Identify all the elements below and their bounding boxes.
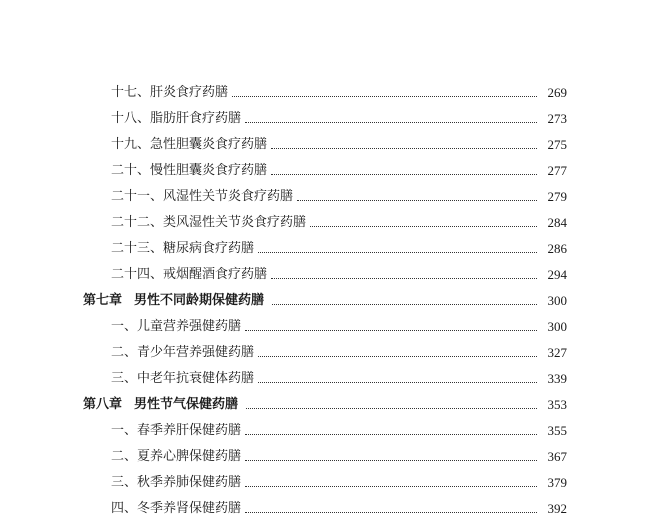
toc-entry-title: 四、冬季养肾保健药膳 bbox=[111, 501, 242, 516]
toc-entry-title: 二、夏养心脾保健药膳 bbox=[111, 449, 242, 464]
toc-entry-title: 二十一、风湿性关节炎食疗药膳 bbox=[111, 189, 294, 204]
toc-chapter-title bbox=[83, 392, 246, 418]
dot-leader bbox=[245, 485, 537, 487]
dot-leader bbox=[245, 121, 537, 123]
toc-page-number: 294 bbox=[547, 267, 567, 282]
toc-page-number: 327 bbox=[547, 345, 567, 360]
toc-page-number: 279 bbox=[547, 189, 567, 204]
toc-entry bbox=[111, 314, 567, 340]
toc-page-number: 269 bbox=[547, 85, 567, 100]
dot-leader bbox=[258, 381, 537, 383]
toc-entry-title: 二十二、类风湿性关节炎食疗药膳 bbox=[111, 215, 307, 230]
toc-entry-title: 十九、急性胆囊炎食疗药膳 bbox=[111, 137, 268, 152]
toc-entry-title: 一、儿童营养强健药膳 bbox=[111, 319, 242, 334]
toc-chapter bbox=[83, 392, 567, 418]
dot-leader bbox=[245, 433, 537, 435]
toc-entry bbox=[111, 340, 567, 366]
toc-chapter-title bbox=[83, 288, 272, 314]
toc-entry bbox=[111, 418, 567, 444]
toc-entry bbox=[111, 366, 567, 392]
dot-leader bbox=[271, 147, 537, 149]
toc-entry-title: 二十四、戒烟醒酒食疗药膳 bbox=[111, 267, 268, 282]
toc-page-number: 339 bbox=[547, 371, 567, 386]
toc-entry bbox=[111, 184, 567, 210]
toc-entry-title: 二、青少年营养强健药膳 bbox=[111, 345, 255, 360]
toc-entry bbox=[111, 236, 567, 262]
toc-entry-title: 三、秋季养肺保健药膳 bbox=[111, 475, 242, 490]
toc-page-number: 355 bbox=[547, 423, 567, 438]
toc-entry-title: 十八、脂肪肝食疗药膳 bbox=[111, 111, 242, 126]
toc-page-number: 392 bbox=[547, 501, 567, 516]
dot-leader bbox=[297, 199, 537, 201]
toc-page-number: 275 bbox=[547, 137, 567, 152]
toc-entry-title: 三、中老年抗衰健体药膳 bbox=[111, 371, 255, 386]
chapter-number: 第八章 bbox=[83, 397, 123, 412]
toc-page-number: 277 bbox=[547, 163, 567, 178]
toc-entry-title: 二十三、糖尿病食疗药膳 bbox=[111, 241, 255, 256]
toc-page-number: 379 bbox=[547, 475, 567, 490]
toc-entry bbox=[111, 444, 567, 470]
toc-entry-title: 二十、慢性胆囊炎食疗药膳 bbox=[111, 163, 268, 178]
dot-leader bbox=[246, 407, 537, 409]
toc-entry bbox=[111, 470, 567, 496]
dot-leader bbox=[258, 355, 537, 357]
toc-page-number: 300 bbox=[547, 319, 567, 334]
dot-leader bbox=[232, 95, 537, 97]
toc-entry bbox=[111, 262, 567, 288]
dot-leader bbox=[272, 303, 537, 305]
toc-page-number: 286 bbox=[547, 241, 567, 256]
chapter-title-text: 男性节气保健药膳 bbox=[134, 397, 239, 412]
dot-leader bbox=[310, 225, 537, 227]
chapter-title-text: 男性不同龄期保健药膳 bbox=[134, 293, 265, 308]
dot-leader bbox=[245, 511, 537, 513]
toc-page-number: 273 bbox=[547, 111, 567, 126]
toc-entry bbox=[111, 106, 567, 132]
dot-leader bbox=[271, 173, 537, 175]
toc-entry bbox=[111, 496, 567, 522]
toc-entry bbox=[111, 158, 567, 184]
toc-entry bbox=[111, 210, 567, 236]
toc-chapter bbox=[83, 288, 567, 314]
toc-entry bbox=[111, 80, 567, 106]
toc-page-number: 300 bbox=[547, 293, 567, 308]
toc-entry bbox=[111, 132, 567, 158]
dot-leader bbox=[245, 459, 537, 461]
toc-entry-title: 一、春季养肝保健药膳 bbox=[111, 423, 242, 438]
dot-leader bbox=[271, 277, 537, 279]
toc-entry-title: 十七、肝炎食疗药膳 bbox=[111, 85, 229, 100]
toc-page-number: 367 bbox=[547, 449, 567, 464]
toc-page-number: 353 bbox=[547, 397, 567, 412]
toc-page-number: 284 bbox=[547, 215, 567, 230]
chapter-number: 第七章 bbox=[83, 293, 123, 308]
dot-leader bbox=[245, 329, 537, 331]
dot-leader bbox=[258, 251, 537, 253]
